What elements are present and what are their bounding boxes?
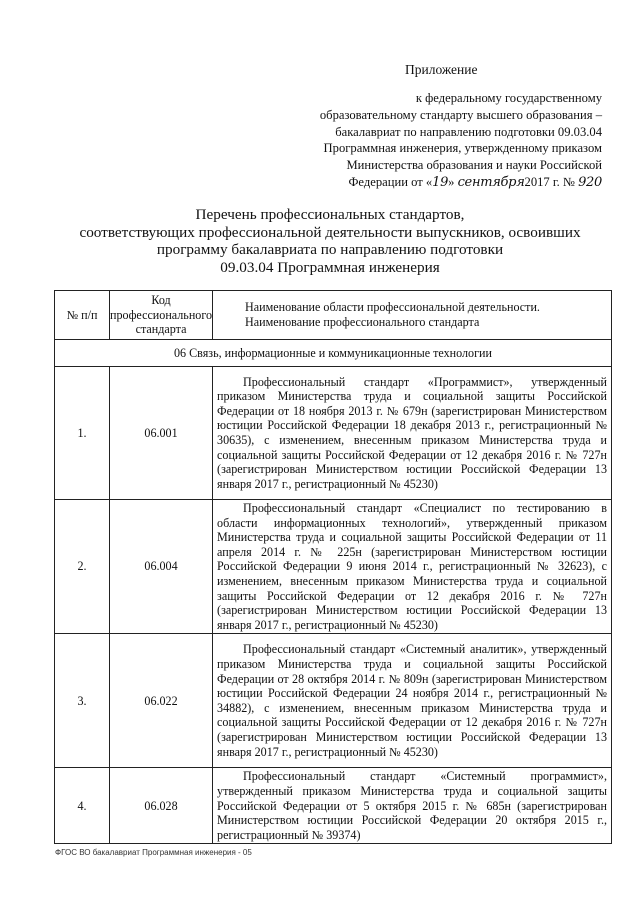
header-name-line: Наименование области профессиональной деятельности. [245, 300, 540, 315]
appendix-line: образовательному стандарту высшего образования – [319, 107, 602, 122]
row-description: Профессиональный стандарт «Системный программист», утвержденный приказом Министерства труда и социальной защиты Российской Федерации от 5 октября 2015 г. № 685н (зарегистрирован Министерством юстиции Российской Федерации 20 октября 2015 г., регистрационный № 39374) [213, 768, 612, 844]
header-name-line: Наименование профессионального стандарта [245, 315, 480, 329]
header-name [213, 291, 612, 340]
table-row [55, 367, 612, 500]
appendix-title: Приложение [405, 62, 478, 77]
appendix-line: Программная инженерия, утвержденному приказом [323, 141, 602, 156]
heading-line: соответствующих профессиональной деятельности выпускников, освоивших [79, 223, 581, 241]
row-description: Профессиональный стандарт «Программист», утвержденный приказом Министерства труда и социальной защиты Российской Федерации от 18 ноября 2013 г. № 679н (зарегистрирован Министерством юстиции Российской Федерации 18 декабря 2013 г., регистрационный № 30635), с изменением, внесенным приказом Министерства труда и социальной защиты Российской Федерации от 12 декабря 2016 г. № 727н (зарегистрирован Министерством юстиции Российской Федерации 13 января 2017 г., регистрационный № 45230) [213, 367, 612, 500]
row-num: 4. [55, 768, 110, 844]
handwritten-day: 19 [432, 174, 449, 190]
table-row [55, 500, 612, 634]
appendix-line: бакалавриат по направлению подготовки 09.03.04 [335, 124, 602, 139]
group-label: 06 Связь, информационные и коммуникационные технологии [55, 340, 612, 367]
row-num: 1. [55, 367, 110, 500]
heading-line: программу бакалавриата по направлению подготовки [156, 241, 504, 259]
row-code: 06.028 [110, 768, 213, 844]
standards-table [54, 290, 612, 844]
date-year: 2017 г. № [524, 174, 575, 189]
handwritten-number: 920 [578, 174, 602, 190]
row-num: 2. [55, 500, 110, 634]
appendix-date-line [320, 174, 602, 192]
heading-line: 09.03.04 Программная инженерия [220, 258, 440, 276]
row-code: 06.001 [110, 367, 213, 500]
row-code: 06.004 [110, 500, 213, 634]
row-code: 06.022 [110, 634, 213, 768]
date-quote: » [448, 174, 455, 189]
table-row [55, 634, 612, 768]
heading-line: Перечень профессиональных стандартов, [195, 206, 465, 223]
handwritten-month: сентября [457, 174, 525, 190]
page-footer: ФГОС ВО бакалавриат Программная инженерия - 05 [55, 848, 252, 857]
row-description: Профессиональный стандарт «Системный аналитик», утвержденный приказом Министерства труда и социальной защиты Российской Федерации от 28 октября 2014 г. № 809н (зарегистрирован Министерством юстиции Российской Федерации 24 ноября 2014 г., регистрационный № 34882), с изменением, внесенным приказом Министерства труда и социальной защиты Российской Федерации от 12 декабря 2016 г. № 727н (зарегистрирован Министерством юстиции Российской Федерации 13 января 2017 г., регистрационный № 45230) [213, 634, 612, 768]
row-num: 3. [55, 634, 110, 768]
appendix-line: Министерства образования и науки Российской [346, 158, 602, 173]
table-header-row [55, 291, 612, 340]
header-num: № п/п [55, 291, 110, 340]
appendix-line: к федеральному государственному [415, 91, 602, 105]
date-prefix: Федерации от « [348, 174, 433, 189]
document-heading [60, 206, 600, 276]
row-description: Профессиональный стандарт «Специалист по тестированию в области информационных технологий», утвержденный приказом Министерства труда и социальной защиты Российской Федерации от 11 апреля 2014 г. № 225н (зарегистрирован Министерством юстиции Российской Федерации 9 июня 2014 г., регистрационный № 32623), с изменением, внесенным приказом Министерства труда и социальной защиты Российской Федерации от 12 декабря 2016 г. № 727н (зарегистрирован Министерством юстиции Российской Федерации 13 января 2017 г., регистрационный № 45230) [213, 500, 612, 634]
appendix-reference [320, 90, 602, 192]
header-code: Код профессионального стандарта [110, 291, 213, 340]
group-row [55, 340, 612, 367]
table-row [55, 768, 612, 844]
